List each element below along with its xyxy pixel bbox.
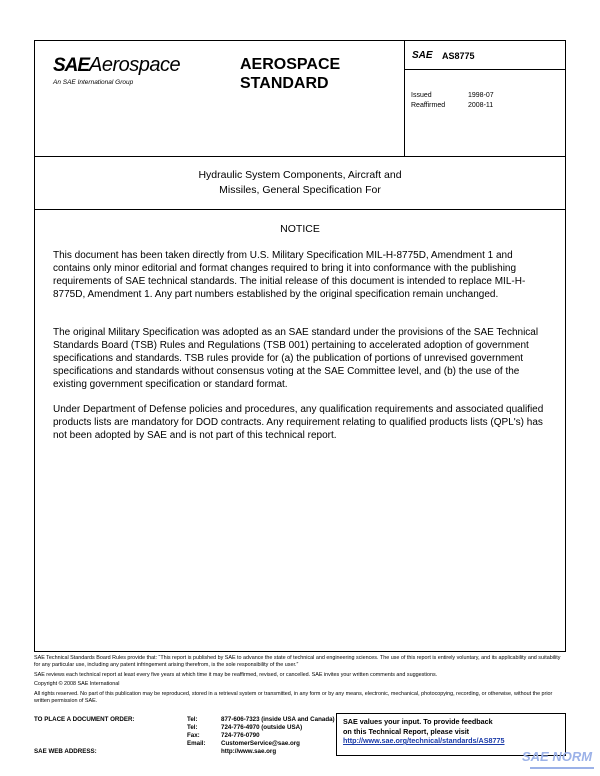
phone-outside-usa: 724-776-4970 (outside USA) [221, 724, 303, 731]
issued-label: Issued [411, 92, 432, 99]
copyright-notice: Copyright © 2008 SAE International [34, 681, 120, 687]
standard-type-line1: AEROSPACE [240, 56, 341, 73]
feedback-line1: SAE values your input. To provide feedback [343, 717, 493, 726]
logo-aerospace-text: Aerospace [89, 54, 181, 76]
document-title-line2: Missiles, General Specification For [219, 184, 381, 196]
web-address-link[interactable]: http://www.sae.org [221, 748, 277, 755]
fax-number: 724-776-0790 [221, 732, 260, 739]
notice-paragraph-1: This document has been taken directly from U.S. Military Specification MIL-H-8775D, Amendment 1 and contains only minor editorial and format changes required to bring it into conformance with the publishing requirements of SAE technical standards. The initial release of this document is intended to replace MIL-H-8775D, Amendment 1. Any part numbers established by the original specification remain unchanged. [53, 250, 526, 300]
review-notice: SAE reviews each technical report at least every five years at which time it may be reaffirmed, revised, or cancelled. SAE invites your written comments and suggestions. [34, 672, 438, 678]
issued-value: 1998-07 [468, 92, 494, 99]
document-title [35, 168, 565, 198]
order-label: TO PLACE A DOCUMENT ORDER: [34, 716, 135, 723]
document-frame [34, 40, 566, 652]
watermark-text: SAE NORM [522, 749, 593, 764]
sae-aerospace-logo [35, 41, 235, 156]
feedback-link[interactable]: http://www.sae.org/technical/standards/AS8775 [343, 736, 505, 745]
contact-type: Email: [187, 740, 206, 747]
rights-notice: All rights reserved. No part of this publication may be reproduced, stored in a retrieval system or transmitted, in any form or by any means, electronic, mechanical, photocopying, recording, or otherwise, without the prior written permission of SAE. [34, 691, 553, 704]
contact-type: Tel: [187, 716, 198, 723]
notice-paragraph-3: Under Department of Defense policies and procedures, any qualification requirements and associated qualified products lists are mandatory for DOD contracts. Any requirement relating to qualified products lists (QPL's) has not been adopted by SAE and is not part of this technical report. [53, 404, 544, 441]
contact-type: Fax: [187, 732, 200, 739]
document-title-line1: Hydraulic System Components, Aircraft and [198, 169, 402, 181]
document-info [404, 41, 566, 156]
standard-type [240, 55, 400, 93]
title-section [35, 156, 565, 210]
document-number-box [405, 41, 566, 70]
contact-type: Tel: [187, 724, 198, 731]
header-block [35, 41, 565, 157]
document-number: AS8775 [442, 51, 475, 61]
web-address-label: SAE WEB ADDRESS: [34, 748, 97, 755]
sae-norm-watermark [500, 749, 600, 776]
doc-sae-mark: SAE [412, 50, 433, 61]
logo-tagline: An SAE International Group [53, 79, 134, 86]
watermark-underline [530, 767, 594, 769]
reaffirmed-value: 2008-11 [468, 102, 494, 109]
feedback-line2: on this Technical Report, please visit [343, 726, 470, 736]
email-address[interactable]: CustomerService@sae.org [221, 740, 300, 747]
tsb-rules-notice: SAE Technical Standards Board Rules provide that: “This report is published by SAE to advance the state of technical and engineering sciences. The use of this report is entirely voluntary, and its applicability and suitability for any particular use, including any patent infringement arising therefrom, is the sole responsibility of the user.” [34, 655, 561, 668]
notice-heading: NOTICE [280, 223, 320, 235]
reaffirmed-label: Reaffirmed [411, 102, 446, 109]
notice-paragraph-2: The original Military Specification was adopted as an SAE standard under the provisions of the SAE Technical Standards Board (TSB) Rules and Regulations (TSB 001) pertaining to accelerated adoption of government specifications and standards. TSB rules provide for (a) the publication of portions of unrevised government specifications and standards without consensus voting at the SAE Committee level, and (b) the use of the existing government specification or standard format. [53, 327, 539, 390]
logo-sae-text: SAE [53, 55, 90, 76]
standard-type-line2: STANDARD [240, 75, 329, 92]
phone-inside-usa: 877-606-7323 (inside USA and Canada) [221, 716, 335, 723]
